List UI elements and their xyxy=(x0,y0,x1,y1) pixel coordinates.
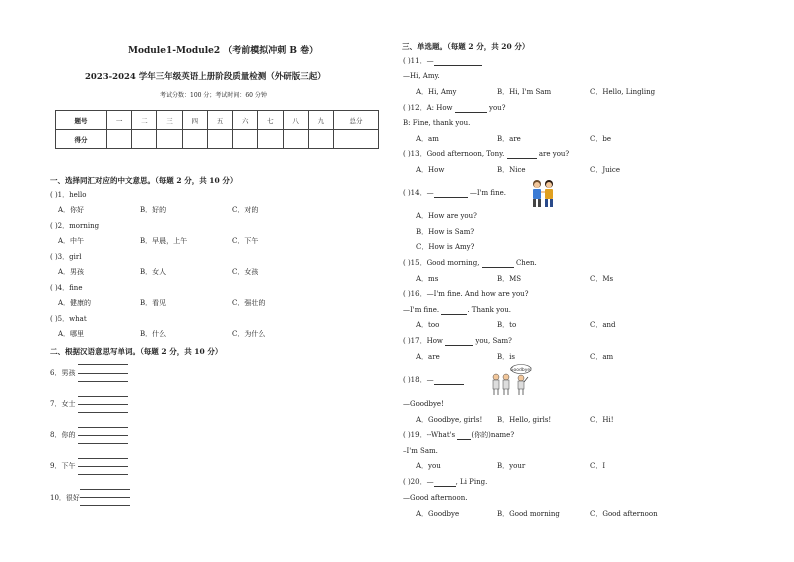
q5-stem: ( )5．what xyxy=(50,315,87,323)
q15-stem xyxy=(403,259,537,268)
q1-option-b[interactable]: B．好的 xyxy=(140,206,167,214)
word-item-6: 6．男孩 xyxy=(50,369,76,377)
write-line[interactable] xyxy=(78,364,128,365)
write-line[interactable] xyxy=(78,396,128,397)
write-line[interactable] xyxy=(78,443,128,444)
q3-option-b[interactable]: B．女人 xyxy=(140,268,167,276)
q17-option-b[interactable]: B．is xyxy=(497,353,515,361)
q14-stem-text: ( )14．— xyxy=(403,189,434,197)
goodbye-illustration xyxy=(488,364,532,396)
q12-stem-after: you? xyxy=(489,104,506,112)
q4-option-b[interactable]: B．看见 xyxy=(140,299,167,307)
q11-option-b[interactable]: B．Hi, I'm Sam xyxy=(497,88,552,96)
q18-reply: —Goodbye! xyxy=(403,400,444,408)
q15-stem-after: Chen. xyxy=(515,259,537,267)
q16-reply-after: . Thank you. xyxy=(467,306,512,314)
q15-stem-text: ( )15．Good morning, xyxy=(403,259,480,267)
write-line[interactable] xyxy=(80,489,130,490)
score-table-score-row xyxy=(56,130,379,149)
score-label-number: 题号 xyxy=(56,111,107,130)
answer-blank[interactable] xyxy=(482,267,514,268)
q14-stem-after: —I'm fine. xyxy=(469,189,506,197)
q13-option-a[interactable]: A．How xyxy=(416,166,445,174)
q20-stem xyxy=(403,478,487,487)
q14-stem xyxy=(403,189,506,198)
q19-option-a[interactable]: A．you xyxy=(416,462,441,470)
q16-reply xyxy=(403,306,511,315)
answer-blank[interactable] xyxy=(441,314,467,315)
q12-stem-text: ( )12．A: How xyxy=(403,104,453,112)
write-line[interactable] xyxy=(78,404,128,405)
score-col: 一 xyxy=(107,111,132,130)
q13-stem-after: are you? xyxy=(538,150,570,158)
q1-stem: ( )1．hello xyxy=(50,191,87,199)
q18-option-a[interactable]: A．Goodbye, girls! xyxy=(416,416,483,424)
q17-stem xyxy=(403,337,512,346)
write-line[interactable] xyxy=(78,427,128,428)
answer-blank[interactable] xyxy=(507,158,537,159)
exam-title: Module1-Module2 （考前模拟冲刺 B 卷） xyxy=(128,46,319,56)
q5-option-b[interactable]: B．什么 xyxy=(140,330,167,338)
q17-option-a[interactable]: A．are xyxy=(416,353,440,361)
score-cell[interactable] xyxy=(132,130,157,149)
q20-option-a[interactable]: A．Goodbye xyxy=(416,510,460,518)
answer-blank[interactable] xyxy=(434,65,482,66)
q1-option-c[interactable]: C．对的 xyxy=(232,206,259,214)
q11-option-a[interactable]: A．Hi, Amy xyxy=(416,88,457,96)
write-line[interactable] xyxy=(78,474,128,475)
write-line[interactable] xyxy=(78,458,128,459)
q13-stem xyxy=(403,150,569,159)
q16-option-b[interactable]: B．to xyxy=(497,321,517,329)
section2-heading: 二、根据汉语意思写单词。（每题 2 分，共 10 分） xyxy=(50,347,223,356)
q11-stem-text: ( )11．— xyxy=(403,57,434,65)
q19-reply: –I'm Sam. xyxy=(403,447,438,455)
q19-stem-text: ( )19．--What's xyxy=(403,431,456,439)
q20-reply: —Good afternoon. xyxy=(403,494,468,502)
q20-stem-after: , Li Ping. xyxy=(455,478,488,486)
score-col: 七 xyxy=(258,111,283,130)
q11-reply: —Hi, Amy. xyxy=(403,72,440,80)
score-cell[interactable] xyxy=(157,130,182,149)
q15-option-c[interactable]: C．Ms xyxy=(590,275,614,283)
exam-subtitle: 2023-2024 学年三年级英语上册阶段质量检测（外研版三起） xyxy=(85,72,326,82)
write-line[interactable] xyxy=(78,435,128,436)
q14-option-c[interactable]: C．How is Amy? xyxy=(416,243,475,251)
word-item-8: 8．你的 xyxy=(50,431,76,439)
score-cell[interactable] xyxy=(182,130,207,149)
score-cell[interactable] xyxy=(207,130,232,149)
score-cell[interactable] xyxy=(258,130,283,149)
q4-option-a[interactable]: A．健康的 xyxy=(58,299,92,307)
q11-stem xyxy=(403,57,482,66)
score-col: 二 xyxy=(132,111,157,130)
write-line[interactable] xyxy=(80,497,130,498)
write-line[interactable] xyxy=(78,373,128,374)
q11-option-c[interactable]: C．Hello, Lingling xyxy=(590,88,656,96)
answer-blank[interactable] xyxy=(457,439,471,440)
q20-option-b[interactable]: B．Good morning xyxy=(497,510,560,518)
q17-option-c[interactable]: C．am xyxy=(590,353,614,361)
answer-blank[interactable] xyxy=(445,345,473,346)
q2-option-c[interactable]: C．下午 xyxy=(232,237,259,245)
answer-blank[interactable] xyxy=(434,384,464,385)
write-line[interactable] xyxy=(78,466,128,467)
q5-option-c[interactable]: C．为什么 xyxy=(232,330,266,338)
score-col: 四 xyxy=(182,111,207,130)
q20-stem-text: ( )20．— xyxy=(403,478,434,486)
q3-option-a[interactable]: A．男孩 xyxy=(58,268,85,276)
q16-option-a[interactable]: A．too xyxy=(416,321,440,329)
q13-option-b[interactable]: B．Nice xyxy=(497,166,526,174)
two-boys-illustration xyxy=(528,178,558,210)
score-col: 三 xyxy=(157,111,182,130)
score-table xyxy=(55,110,379,149)
q13-option-c[interactable]: C．Juice xyxy=(590,166,620,174)
q2-option-b[interactable]: B．早晨，上午 xyxy=(140,237,188,245)
q12-option-b[interactable]: B．are xyxy=(497,135,521,143)
q12-option-a[interactable]: A．am xyxy=(416,135,439,143)
q19-option-b[interactable]: B．your xyxy=(497,462,526,470)
answer-blank[interactable] xyxy=(455,112,487,113)
section1-heading: 一、选择同汇对应的中文意思。（每题 2 分，共 10 分） xyxy=(50,176,238,185)
score-cell[interactable] xyxy=(233,130,258,149)
q12-reply: B: Fine, thank you. xyxy=(403,119,471,127)
write-line[interactable] xyxy=(78,381,128,382)
q12-option-c[interactable]: C．be xyxy=(590,135,611,143)
q12-stem xyxy=(403,104,505,113)
q16-reply-text: —I'm fine. xyxy=(403,306,440,314)
exam-info: 考试分数：100 分；考试时间：60 分钟 xyxy=(160,92,267,99)
answer-blank[interactable] xyxy=(434,486,456,487)
score-cell[interactable] xyxy=(334,130,379,149)
score-col-total: 总分 xyxy=(334,111,379,130)
score-col: 五 xyxy=(207,111,232,130)
answer-blank[interactable] xyxy=(434,197,468,198)
q17-stem-after: you, Sam? xyxy=(475,337,512,345)
word-item-9: 9．下午 xyxy=(50,462,76,470)
q2-stem: ( )2．morning xyxy=(50,222,100,230)
q1-option-a[interactable]: A．你好 xyxy=(58,206,85,214)
score-cell[interactable] xyxy=(107,130,132,149)
q18-stem-text: ( )18．— xyxy=(403,376,434,384)
q5-option-a[interactable]: A．哪里 xyxy=(58,330,85,338)
q16-option-c[interactable]: C．and xyxy=(590,321,616,329)
score-label-score: 得分 xyxy=(56,130,107,149)
score-table-header-row xyxy=(56,111,379,130)
score-col: 九 xyxy=(308,111,333,130)
q20-option-c[interactable]: C．Good afternoon xyxy=(590,510,658,518)
q4-stem: ( )4．fine xyxy=(50,284,83,292)
word-item-7: 7．女士 xyxy=(50,400,76,408)
score-cell[interactable] xyxy=(283,130,308,149)
q18-stem xyxy=(403,376,464,385)
q14-option-a[interactable]: A．How are you? xyxy=(416,212,477,220)
score-col: 六 xyxy=(233,111,258,130)
write-line[interactable] xyxy=(80,505,130,506)
section3-heading: 三、单选题。（每题 2 分，共 20 分） xyxy=(402,42,530,51)
q3-stem: ( )3．girl xyxy=(50,253,82,261)
write-line[interactable] xyxy=(78,412,128,413)
q3-option-c[interactable]: C．女孩 xyxy=(232,268,259,276)
q19-option-c[interactable]: C．I xyxy=(590,462,606,470)
q16-stem: ( )16．—I'm fine. And how are you? xyxy=(403,290,529,298)
q18-option-c[interactable]: C．Hi! xyxy=(590,416,614,424)
q15-option-b[interactable]: B．MS xyxy=(497,275,522,283)
score-cell[interactable] xyxy=(308,130,333,149)
q19-stem-after: (你的)name? xyxy=(471,431,515,439)
score-col: 八 xyxy=(283,111,308,130)
q14-option-b[interactable]: B．How is Sam? xyxy=(416,228,475,236)
q2-option-a[interactable]: A．中午 xyxy=(58,237,85,245)
word-item-10: 10．很好 xyxy=(50,494,80,502)
q19-stem xyxy=(403,431,514,440)
q4-option-c[interactable]: C．强壮的 xyxy=(232,299,266,307)
q15-option-a[interactable]: A．ms xyxy=(416,275,439,283)
q18-option-b[interactable]: B．Hello, girls! xyxy=(497,416,552,424)
bubble-text: Goodbye! xyxy=(510,367,532,373)
q13-stem-text: ( )13．Good afternoon, Tony. xyxy=(403,150,505,158)
q17-stem-text: ( )17．How xyxy=(403,337,443,345)
